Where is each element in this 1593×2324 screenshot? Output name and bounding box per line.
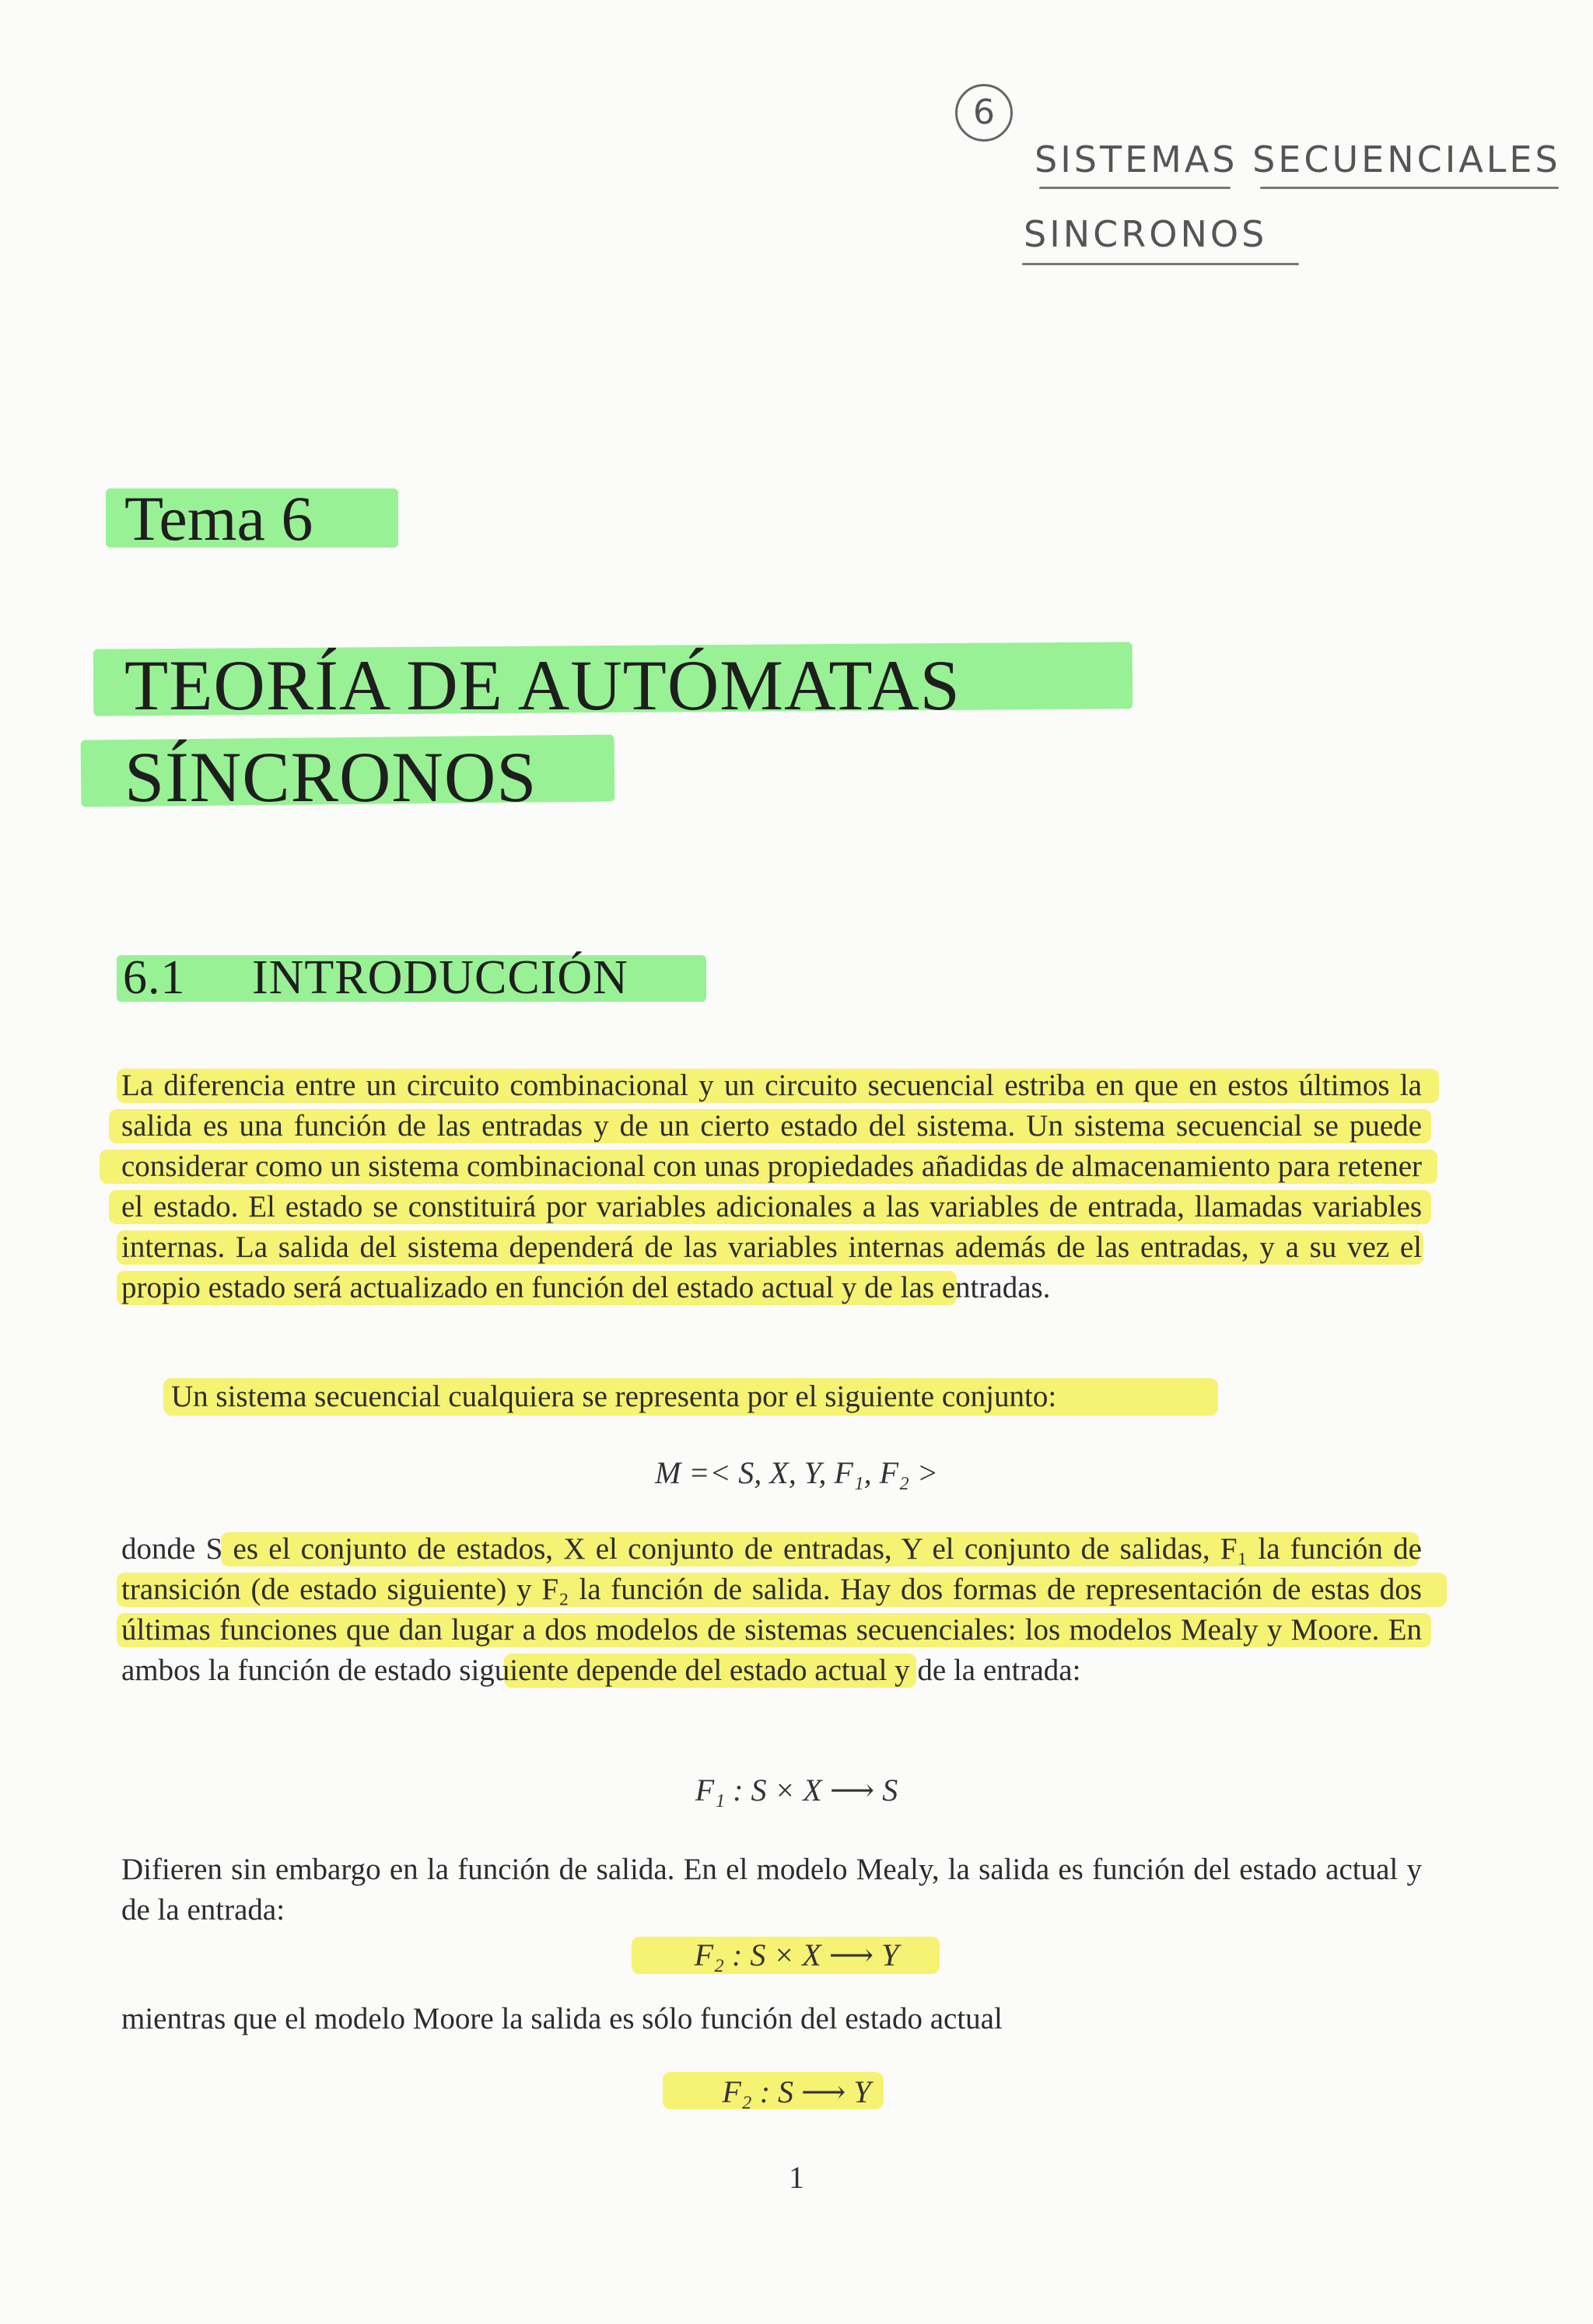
section-title: INTRODUCCIÓN: [252, 951, 628, 1004]
handwritten-note-line2: SINCRONOS: [1024, 213, 1268, 255]
page-mark-circle: 6: [955, 84, 1013, 142]
handwritten-underline: [1022, 263, 1299, 265]
paragraph-moore: mientras que el modelo Moore la salida es sólo función del estado actual: [121, 2002, 1003, 2035]
paragraph-intro: La diferencia entre un circuito combinacional y un circuito secuencial estriba en que en estos últimos la salida es una función de las entradas y de un cierto estado del sistema. Un sistema secuencial se puede considerar como un sistema combinacional con unas propiedades añadidas de almacenamiento para retener el estado. El estado se constituirá por variables adicionales a las variables de entrada, llamadas variables internas. La salida del sistema dependerá de las variables internas además de las entradas, y a su vez el propio estado será actualizado en función del estado actual y de las entradas.: [121, 1069, 1422, 1304]
handwritten-underline: [1039, 187, 1231, 189]
handwritten-note-line1: SISTEMAS SECUENCIALES: [1035, 138, 1561, 180]
chapter-title-line1: TEORÍA DE AUTÓMATAS: [124, 646, 961, 725]
equation-moore-output: F₂ : S ⟶ Y: [722, 2074, 871, 2109]
equation-mealy-output: F₂ : S × X ⟶ Y: [694, 1937, 899, 1972]
equation-machine: M =< S, X, Y, F₁, F₂ >: [655, 1455, 938, 1490]
section-number: 6.1: [123, 951, 186, 1004]
handwritten-underline: [1260, 187, 1559, 189]
chapter-title-line2: SÍNCRONOS: [124, 737, 537, 817]
section-heading: [123, 950, 628, 1006]
paragraph-set-definition: Un sistema secuencial cualquiera se representa por el siguiente conjunto:: [171, 1380, 1057, 1413]
paragraph-mealy: Difieren sin embargo en la función de salida. En el modelo Mealy, la salida es función del estado actual y de la entrada:: [121, 1853, 1422, 1927]
page-number: 1: [789, 2160, 804, 2195]
chapter-label: Tema 6: [124, 483, 313, 554]
equation-transition: F₁ : S × X ⟶ S: [695, 1773, 898, 1808]
paragraph-models: donde S es el conjunto de estados, X el conjunto de entradas, Y el conjunto de salidas, F₁ la función de transición (de estado siguiente) y F₂ la función de salida. Hay dos formas de representación de estas dos últimas funciones que dan lugar a dos modelos de sistemas secuenciales: los modelos Mealy y Moore. En ambos la función de estado siguiente depende del estado actual y de la entrada:: [121, 1532, 1422, 1687]
